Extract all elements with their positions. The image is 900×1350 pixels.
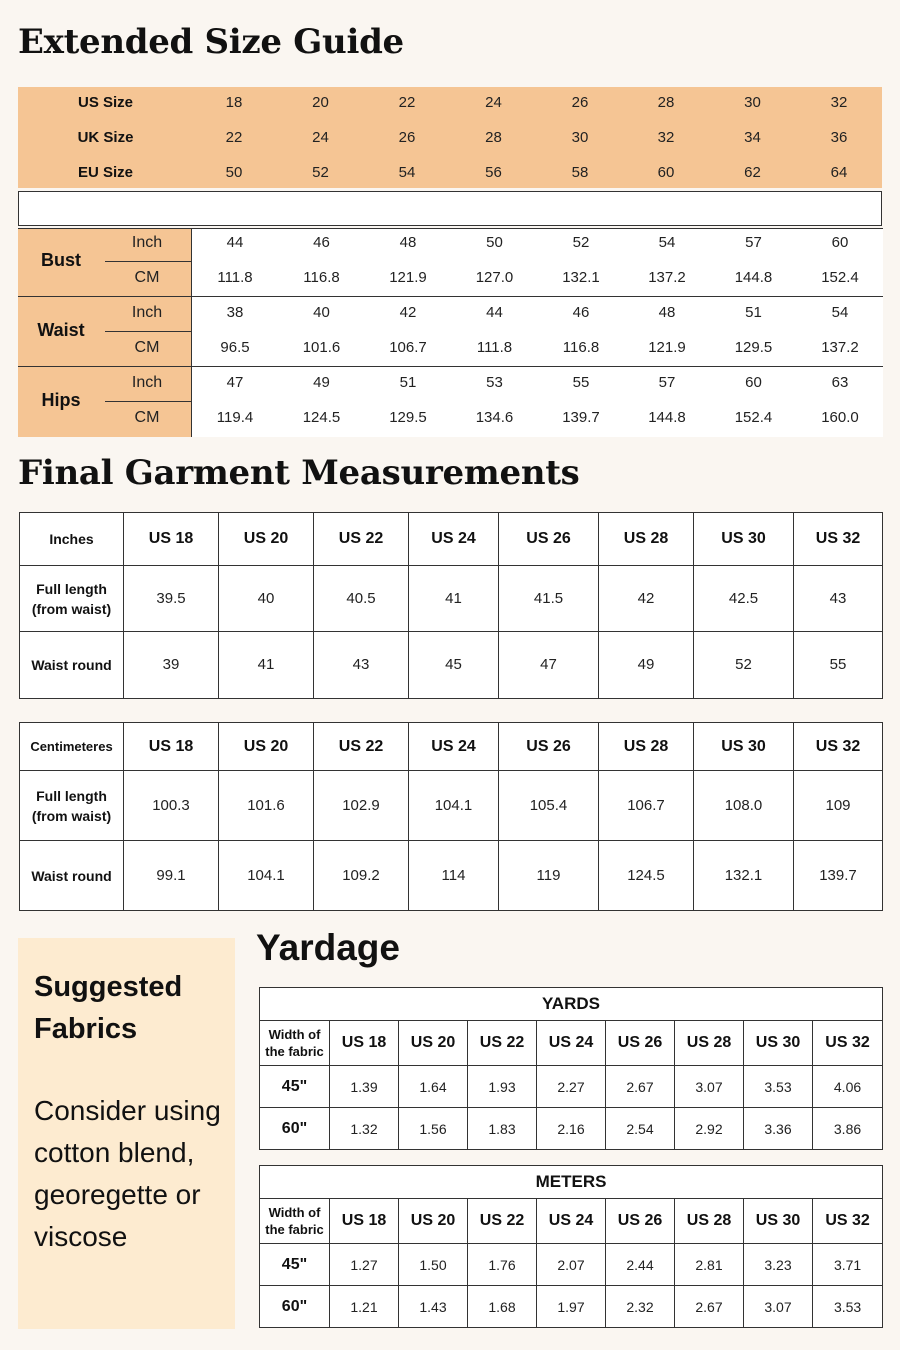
table-cell: 43 — [314, 632, 409, 699]
unit-divider — [105, 401, 192, 402]
table-cell: 39.5 — [124, 566, 219, 632]
table-cell: 132.1 — [694, 841, 794, 911]
measure-cell: 116.8 — [303, 269, 340, 286]
measure-cell: 132.1 — [562, 269, 600, 286]
row-label-line: Full length — [36, 787, 107, 804]
table-cell: 40.5 — [314, 566, 409, 632]
measure-cell: 49 — [313, 374, 330, 391]
measure-cell: 54 — [658, 234, 676, 251]
table-cell: 2.16 — [537, 1108, 606, 1150]
measure-cell: 63 — [831, 374, 849, 391]
measure-cell: 46 — [313, 234, 330, 251]
header-cell: US 30 — [744, 1199, 813, 1244]
body-measure-labels — [18, 228, 192, 437]
header-cell: US 32 — [794, 723, 883, 771]
table-cell: 3.53 — [813, 1286, 883, 1328]
garment-cm-table — [19, 722, 883, 911]
table-cell: 3.53 — [744, 1066, 813, 1108]
table-row — [20, 841, 883, 911]
yardage-title: Yardage — [256, 927, 400, 968]
table-cell: 102.9 — [314, 771, 409, 841]
measure-cell: 51 — [745, 304, 762, 321]
yardage-meters-table — [259, 1165, 883, 1328]
unit-label: Inch — [131, 234, 163, 251]
suggested-fabrics-card — [18, 938, 235, 1329]
table-cell: 106.7 — [599, 771, 694, 841]
size-cell: 30 — [571, 129, 589, 146]
table-cell: 49 — [599, 632, 694, 699]
size-cell: 22 — [225, 129, 243, 146]
measure-cell: 152.4 — [821, 269, 859, 286]
size-cell: 54 — [398, 164, 416, 181]
table-header-row — [260, 1021, 883, 1066]
size-cell: 24 — [485, 94, 502, 111]
table-row — [260, 1286, 883, 1328]
header-cell: US 18 — [330, 1199, 399, 1244]
measure-cell: 152.4 — [734, 409, 773, 426]
unit-label: CM — [134, 339, 160, 356]
width-label-line: the fabric — [265, 1222, 324, 1237]
row-label: Waist round — [20, 632, 124, 699]
table-header-row — [20, 723, 883, 771]
width-label-line: Width of — [268, 1027, 321, 1042]
table-cell: 4.06 — [813, 1066, 883, 1108]
table-cell: 1.27 — [330, 1244, 399, 1286]
header-cell: US 26 — [606, 1021, 675, 1066]
table-cell: 109.2 — [314, 841, 409, 911]
measure-cell: 52 — [572, 234, 590, 251]
header-cell: US 32 — [794, 513, 883, 566]
measure-cell: 144.8 — [648, 409, 686, 426]
row-label-line: (from waist) — [31, 807, 112, 824]
measure-cell: 57 — [658, 374, 676, 391]
table-cell: 114 — [409, 841, 499, 911]
measure-cell: 48 — [658, 304, 676, 321]
row-label-line: Full length — [36, 580, 107, 597]
table-caption-row — [260, 988, 883, 1021]
table-cell: 1.68 — [468, 1286, 537, 1328]
unit-label: Inch — [131, 304, 163, 321]
measure-cell: 40 — [313, 304, 330, 321]
table-cell: 1.39 — [330, 1066, 399, 1108]
table-cell: 105.4 — [499, 771, 599, 841]
size-cell: 32 — [657, 129, 675, 146]
measure-cell: 124.5 — [302, 409, 341, 426]
unit-divider — [105, 331, 192, 332]
unit-label: CM — [134, 269, 160, 286]
table-cell: 2.27 — [537, 1066, 606, 1108]
row-header-label — [260, 1021, 330, 1066]
table-cell: 124.5 — [599, 841, 694, 911]
row-label: Waist round — [20, 841, 124, 911]
header-cell: US 30 — [694, 513, 794, 566]
table-cell: 1.50 — [399, 1244, 468, 1286]
table-row — [20, 632, 883, 699]
table-cell: 41 — [219, 632, 314, 699]
header-cell: US 30 — [694, 723, 794, 771]
table-cell: 139.7 — [794, 841, 883, 911]
table-cell: 42.5 — [694, 566, 794, 632]
table-row — [260, 1066, 883, 1108]
measure-cell: 57 — [745, 234, 762, 251]
header-cell: Centimeteres — [20, 723, 124, 771]
header-cell: US 30 — [744, 1021, 813, 1066]
size-cell: 26 — [398, 129, 416, 146]
table-cell: 55 — [794, 632, 883, 699]
table-cell: 40 — [219, 566, 314, 632]
header-cell: US 20 — [399, 1021, 468, 1066]
table-cell: 2.67 — [606, 1066, 675, 1108]
header-cell: US 18 — [330, 1021, 399, 1066]
header-cell: US 32 — [813, 1021, 883, 1066]
measure-cell: 60 — [745, 374, 762, 391]
measure-cell: 53 — [486, 374, 503, 391]
size-row-label: EU Size — [77, 164, 134, 181]
measure-cell: 139.7 — [562, 409, 600, 426]
size-cell: 24 — [312, 129, 329, 146]
header-cell: US 28 — [675, 1021, 744, 1066]
table-cell: 2.67 — [675, 1286, 744, 1328]
table-header-row — [20, 513, 883, 566]
table-cell: 1.93 — [468, 1066, 537, 1108]
measure-cell: 60 — [831, 234, 849, 251]
table-cell: 2.44 — [606, 1244, 675, 1286]
measure-cell: 144.8 — [734, 269, 773, 286]
table-cell: 41 — [409, 566, 499, 632]
size-cell: 52 — [312, 164, 329, 181]
group-divider — [192, 366, 883, 367]
table-row — [20, 771, 883, 841]
header-cell: US 28 — [675, 1199, 744, 1244]
table-cell: 3.23 — [744, 1244, 813, 1286]
size-cell: 56 — [485, 164, 502, 181]
header-cell: US 20 — [219, 513, 314, 566]
table-cell: 101.6 — [219, 771, 314, 841]
header-cell: US 24 — [537, 1021, 606, 1066]
table-cell: 3.86 — [813, 1108, 883, 1150]
group-divider — [18, 296, 192, 297]
table-cell: 43 — [794, 566, 883, 632]
garment-title: Final Garment Measurements — [18, 453, 580, 493]
size-row-label: UK Size — [77, 129, 134, 146]
header-cell: US 32 — [813, 1199, 883, 1244]
table-cell: 100.3 — [124, 771, 219, 841]
group-divider — [192, 296, 883, 297]
table-caption-row — [260, 1166, 883, 1199]
size-row-label: US Size — [77, 94, 134, 111]
table-cell: 1.64 — [399, 1066, 468, 1108]
size-cell: 32 — [830, 94, 848, 111]
size-cell: 28 — [657, 94, 675, 111]
measure-cell: 160.0 — [821, 409, 859, 426]
size-guide-title: Extended Size Guide — [18, 22, 404, 62]
table-cell: 52 — [694, 632, 794, 699]
measure-cell: 121.9 — [389, 269, 427, 286]
garment-inches-table — [19, 512, 883, 699]
size-cell: 62 — [744, 164, 761, 181]
unit-label: CM — [134, 409, 160, 426]
size-cell: 58 — [571, 164, 589, 181]
table-cell: 45 — [409, 632, 499, 699]
table-row — [20, 566, 883, 632]
size-cell: 20 — [312, 94, 329, 111]
measure-cell: 111.8 — [217, 269, 253, 286]
table-cell: 39 — [124, 632, 219, 699]
body-measure-values — [191, 228, 883, 437]
table-cell: 99.1 — [124, 841, 219, 911]
measure-cell: 121.9 — [648, 339, 686, 356]
fabrics-body: Consider using cotton blend, georegette or viscose — [34, 1095, 221, 1252]
table-cell: 104.1 — [409, 771, 499, 841]
header-cell: US 20 — [219, 723, 314, 771]
table-cell: 1.21 — [330, 1286, 399, 1328]
table-cell: 2.54 — [606, 1108, 675, 1150]
table-cell: 108.0 — [694, 771, 794, 841]
header-cell: US 18 — [124, 723, 219, 771]
measure-cell: 119.4 — [216, 409, 254, 426]
table-header-row — [260, 1199, 883, 1244]
measure-group-label: Bust — [41, 250, 81, 270]
table-cell: 41.5 — [499, 566, 599, 632]
table-cell: 3.07 — [675, 1066, 744, 1108]
measure-cell: 55 — [572, 374, 590, 391]
header-cell: US 26 — [606, 1199, 675, 1244]
measure-cell: 50 — [486, 234, 503, 251]
header-cell: US 20 — [399, 1199, 468, 1244]
measure-group-label: Waist — [37, 320, 85, 340]
measure-cell: 38 — [226, 304, 244, 321]
size-cell: 18 — [225, 94, 243, 111]
measure-cell: 48 — [399, 234, 417, 251]
size-cell: 26 — [571, 94, 589, 111]
header-cell: US 24 — [537, 1199, 606, 1244]
size-cell: 50 — [225, 164, 243, 181]
row-header-label — [260, 1199, 330, 1244]
header-cell: US 18 — [124, 513, 219, 566]
row-label — [20, 771, 124, 841]
header-cell: US 22 — [468, 1199, 537, 1244]
header-cell: US 24 — [409, 723, 499, 771]
size-cell: 36 — [830, 129, 848, 146]
table-cell: 3.71 — [813, 1244, 883, 1286]
table-row — [260, 1108, 883, 1150]
table-cell: 1.43 — [399, 1286, 468, 1328]
row-label — [20, 566, 124, 632]
size-cell: 22 — [398, 94, 416, 111]
table-cell: 42 — [599, 566, 694, 632]
table-cell: 2.07 — [537, 1244, 606, 1286]
width-label-line: the fabric — [265, 1044, 324, 1059]
size-cell: 30 — [744, 94, 761, 111]
measure-cell: 137.2 — [648, 269, 686, 286]
header-cell: US 28 — [599, 723, 694, 771]
table-cell: 1.32 — [330, 1108, 399, 1150]
width-label-line: Width of — [268, 1205, 321, 1220]
size-conversion-block — [18, 87, 882, 188]
table-caption: YARDS — [260, 988, 883, 1021]
measure-cell: 51 — [399, 374, 417, 391]
table-cell: 47 — [499, 632, 599, 699]
row-label-line: (from waist) — [31, 600, 112, 617]
table-cell: 2.32 — [606, 1286, 675, 1328]
size-cell: 28 — [485, 129, 502, 146]
table-cell: 2.92 — [675, 1108, 744, 1150]
table-cell: 3.07 — [744, 1286, 813, 1328]
measure-cell: 47 — [226, 374, 244, 391]
measure-cell: 44 — [486, 304, 503, 321]
measure-cell: 137.2 — [821, 339, 859, 356]
measure-cell: 54 — [831, 304, 849, 321]
table-row — [260, 1244, 883, 1286]
header-cell: US 22 — [314, 723, 409, 771]
row-label: 60" — [260, 1286, 330, 1328]
measure-cell: 42 — [399, 304, 417, 321]
measure-cell: 127.0 — [475, 269, 514, 286]
header-cell: US 26 — [499, 723, 599, 771]
fabrics-title: Suggested Fabrics — [34, 971, 183, 1045]
measure-cell: 111.8 — [476, 339, 513, 356]
measure-cell: 129.5 — [734, 339, 773, 356]
table-cell: 1.76 — [468, 1244, 537, 1286]
table-caption: METERS — [260, 1166, 883, 1199]
header-cell: US 22 — [468, 1021, 537, 1066]
measure-group-label: Hips — [41, 390, 81, 410]
table-cell: 1.56 — [399, 1108, 468, 1150]
size-cell: 64 — [830, 164, 848, 181]
size-cell: 60 — [657, 164, 675, 181]
size-guide-divider-box — [18, 191, 882, 226]
table-cell: 2.81 — [675, 1244, 744, 1286]
measure-cell: 129.5 — [389, 409, 427, 426]
measure-cell: 44 — [226, 234, 244, 251]
measure-cell: 96.5 — [220, 339, 250, 356]
measure-cell: 116.8 — [562, 339, 600, 356]
unit-label: Inch — [131, 374, 163, 391]
header-cell: US 26 — [499, 513, 599, 566]
table-cell: 119 — [499, 841, 599, 911]
measure-cell: 101.6 — [302, 339, 341, 356]
group-divider — [18, 366, 192, 367]
header-cell: US 28 — [599, 513, 694, 566]
header-cell: Inches — [20, 513, 124, 566]
row-label: 45" — [260, 1066, 330, 1108]
table-cell: 1.97 — [537, 1286, 606, 1328]
size-cell: 34 — [744, 129, 761, 146]
measure-cell: 46 — [572, 304, 590, 321]
row-label: 60" — [260, 1108, 330, 1150]
header-cell: US 24 — [409, 513, 499, 566]
table-cell: 1.83 — [468, 1108, 537, 1150]
unit-divider — [105, 261, 192, 262]
header-cell: US 22 — [314, 513, 409, 566]
table-cell: 109 — [794, 771, 883, 841]
row-label: 45" — [260, 1244, 330, 1286]
yardage-yards-table — [259, 987, 883, 1150]
measure-cell: 134.6 — [475, 409, 514, 426]
table-cell: 104.1 — [219, 841, 314, 911]
measure-cell: 106.7 — [389, 339, 427, 356]
table-cell: 3.36 — [744, 1108, 813, 1150]
